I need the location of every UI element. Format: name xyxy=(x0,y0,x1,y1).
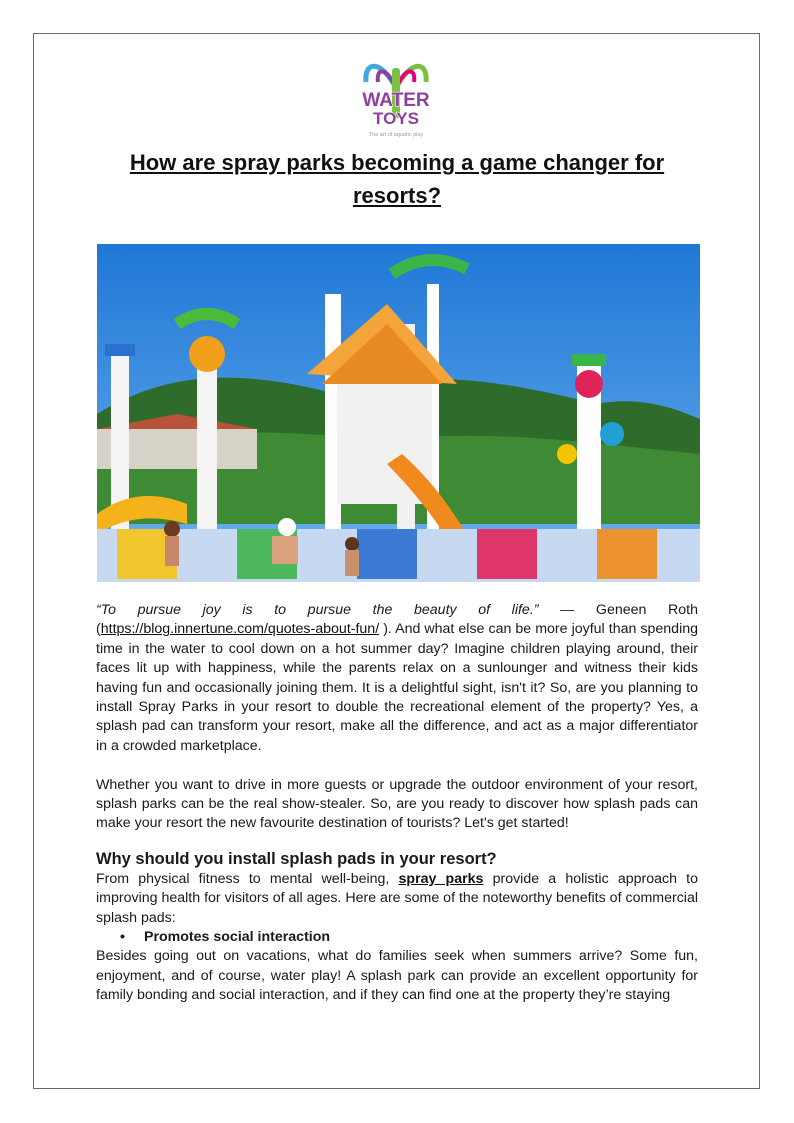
section-intro-text-2: provide a holistic approach to improving health for visitors of all ages. Here are some of the noteworthy benefits of commercial splash pads: xyxy=(96,870,698,926)
quote-author: Geneen Roth ( xyxy=(96,602,698,638)
opening-quote: “To pursue joy is to pursue the beauty of life.” — xyxy=(96,602,575,618)
section-heading: Why should you install splash pads in your resort? xyxy=(96,849,497,868)
intro-text: ). And what else can be more joyful than spending time in the water to cool down on a hot summer day? Imagine children playing around, their faces lit up with happiness, while the parents relax on a sunlounger and witness their kids having fun and occasionally joining them. It is a delightful sight, isn't it? So, are you planning to install Spray Parks in your resort to double the recreational element of the property? Yes, a splash pad can transform your resort, make all the difference, and act as a major differentiator in a crowded marketplace. xyxy=(96,621,698,754)
spray-park-photo xyxy=(97,244,700,582)
water-toys-logo xyxy=(350,48,442,140)
spray-parks-link[interactable]: spray parks xyxy=(398,870,484,887)
section-intro-paragraph xyxy=(96,870,698,928)
svg-text:WATER: WATER xyxy=(362,90,430,111)
social-interaction-paragraph: Besides going out on vacations, what do families seek when summers arrive? Some fun, enjoyment, and of course, water play! A splash park can provide an excellent opportunity for family bonding and social interaction, and if they can find one at the property they’re staying xyxy=(96,948,698,1004)
section-intro-text: From physical fitness to mental well-being, xyxy=(96,870,399,887)
benefits-list xyxy=(96,928,698,947)
svg-text:The art of aquatic play: The art of aquatic play xyxy=(368,132,424,138)
document-title: How are spray parks becoming a game changer for resorts? xyxy=(129,150,665,208)
benefit-item: • Promotes social interaction xyxy=(144,928,698,947)
svg-text:TOYS: TOYS xyxy=(373,109,419,128)
article-body xyxy=(96,601,698,1006)
paragraph-2: Whether you want to drive in more guests or upgrade the outdoor environment of your resort, splash parks can be the real show-stealer. So, are you ready to discover how splash pads can make your resort the new favourite destination of tourists? Let's get started! xyxy=(96,776,698,832)
intro-paragraph xyxy=(96,601,698,756)
quote-source-link[interactable]: https://blog.innertune.com/quotes-about-fun/ xyxy=(100,621,380,638)
